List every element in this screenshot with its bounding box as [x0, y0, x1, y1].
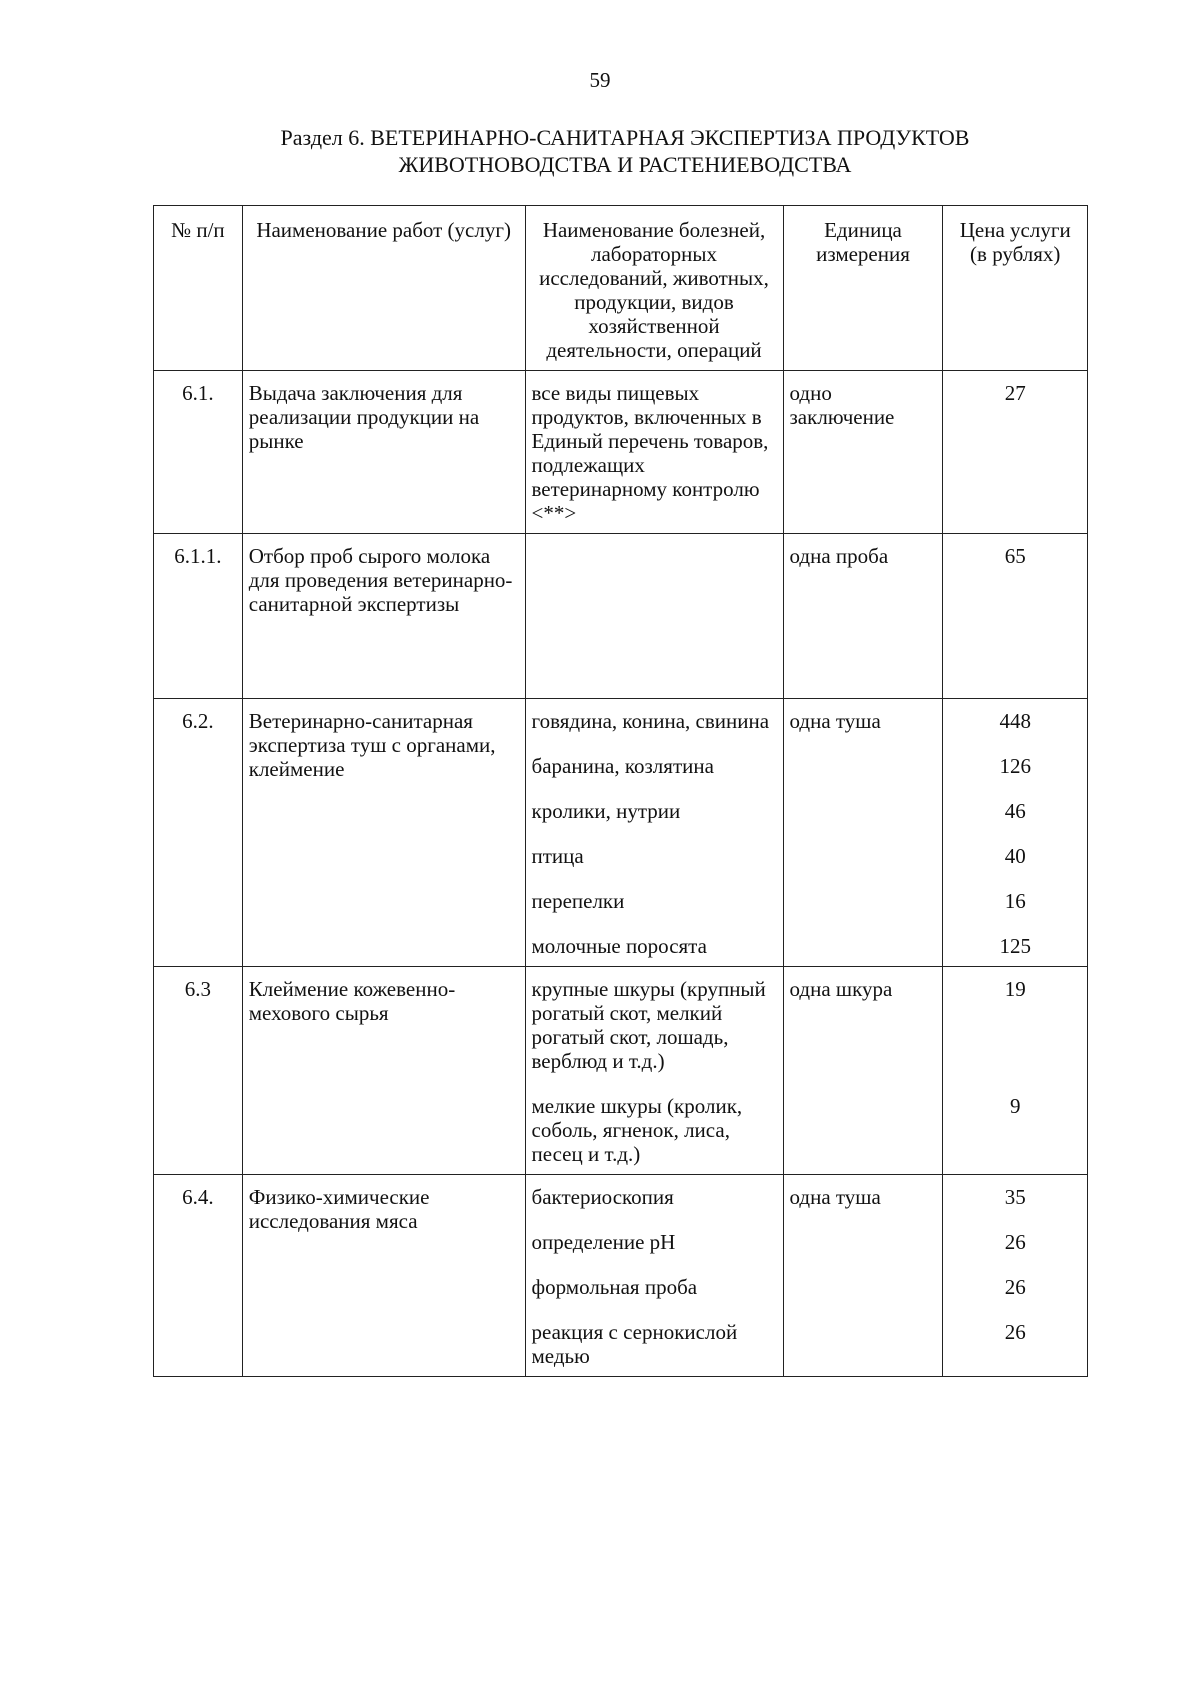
header-price: Цена услуги (в рублях) [943, 206, 1088, 371]
service-name: Физико-химические исследования мяса [242, 1175, 525, 1377]
table-header-row [154, 206, 1088, 371]
item-entry: кролики, нутрии [531, 799, 681, 823]
service-name: Ветеринарно-санитарная экспертиза туш с органами, клеймение [242, 699, 525, 967]
price-entry: 16 [1004, 889, 1026, 913]
row-number: 6.2. [154, 699, 243, 967]
price-entry: 46 [1004, 799, 1026, 823]
unit-cell: одна туша [783, 699, 943, 967]
price-entry: 40 [1004, 844, 1026, 868]
header-name: Наименование работ (услуг) [242, 206, 525, 371]
item-cell [525, 699, 783, 967]
price-cell [943, 371, 1088, 534]
section-title [150, 124, 1100, 178]
price-entry: 448 [999, 709, 1031, 733]
table-row [154, 534, 1088, 699]
price-entry: 126 [999, 754, 1031, 778]
price-table [153, 205, 1088, 1377]
item-entry: все виды пищевых продуктов, включенных в Единый перечень товаров, подлежащих ветеринарному контролю <**> [531, 381, 769, 525]
item-cell [525, 1175, 783, 1377]
section-title-line-1: Раздел 6. ВЕТЕРИНАРНО-САНИТАРНАЯ ЭКСПЕРТИЗА ПРОДУКТОВ [280, 125, 970, 150]
item-entry: формольная проба [531, 1275, 698, 1299]
item-entry: бактериоскопия [531, 1185, 674, 1209]
price-cell [943, 1175, 1088, 1377]
price-entry: 26 [1004, 1230, 1026, 1254]
item-cell [525, 371, 783, 534]
item-cell [525, 967, 783, 1175]
row-number: 6.1. [154, 371, 243, 534]
price-entry: 65 [1004, 544, 1026, 568]
price-entry: 27 [1004, 381, 1026, 405]
price-entry: 26 [1004, 1320, 1026, 1344]
row-number: 6.4. [154, 1175, 243, 1377]
service-name: Клеймение кожевенно-мехового сырья [242, 967, 525, 1175]
table-row [154, 967, 1088, 1175]
item-entry: молочные поросята [531, 934, 707, 958]
item-entry: баранина, козлятина [531, 754, 714, 778]
unit-cell: одна шкура [783, 967, 943, 1175]
header-unit: Единица измерения [783, 206, 943, 371]
unit-cell: одно заключение [783, 371, 943, 534]
table-row [154, 1175, 1088, 1377]
item-cell [525, 534, 783, 699]
header-num: № п/п [154, 206, 243, 371]
item-entry: реакция с сернокислой медью [531, 1320, 738, 1368]
item-entry: определение pH [531, 1230, 676, 1254]
page-number: 59 [589, 68, 611, 92]
price-entry: 9 [1009, 1094, 1021, 1118]
table-row [154, 699, 1088, 967]
item-entry: перепелки [531, 889, 625, 913]
service-name: Выдача заключения для реализации продукции на рынке [242, 371, 525, 534]
unit-cell: одна проба [783, 534, 943, 699]
header-item: Наименование болезней, лабораторных исследований, животных, продукции, видов хозяйственной деятельности, операций [525, 206, 783, 371]
price-cell [943, 699, 1088, 967]
item-entry: крупные шкуры (крупный рогатый скот, мелкий рогатый скот, лошадь, верблюд и т.д.) [531, 977, 766, 1073]
item-entry: говядина, конина, свинина [531, 709, 770, 733]
price-cell [943, 967, 1088, 1175]
table-row [154, 371, 1088, 534]
row-number: 6.3 [154, 967, 243, 1175]
section-title-line-2: ЖИВОТНОВОДСТВА И РАСТЕНИЕВОДСТВА [398, 152, 852, 177]
price-entry: 19 [1004, 977, 1026, 1001]
table-body [154, 371, 1088, 1377]
price-cell [943, 534, 1088, 699]
price-entry: 35 [1004, 1185, 1026, 1209]
price-entry: 26 [1004, 1275, 1026, 1299]
item-entry: птица [531, 844, 584, 868]
price-entry: 125 [999, 934, 1031, 958]
unit-cell: одна туша [783, 1175, 943, 1377]
item-entry: мелкие шкуры (кролик, соболь, ягненок, лиса, песец и т.д.) [531, 1094, 743, 1166]
row-number: 6.1.1. [154, 534, 243, 699]
service-name: Отбор проб сырого молока для проведения ветеринарно-санитарной экспертизы [242, 534, 525, 699]
